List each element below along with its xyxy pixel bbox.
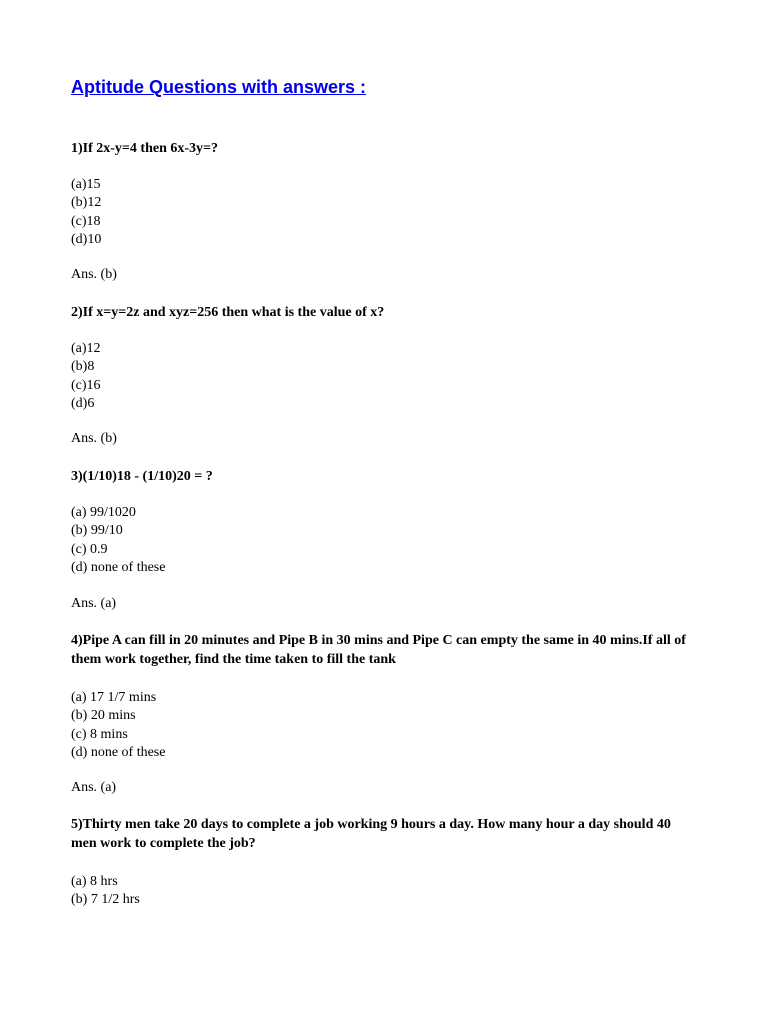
question-text: 5)Thirty men take 20 days to complete a job working 9 hours a day. How many hour a day should 40 men work to complete the job? xyxy=(71,817,671,851)
question-text: 3)(1/10)18 - (1/10)20 = ? xyxy=(71,469,213,484)
option: (d) none of these xyxy=(71,744,166,760)
option: (b) 99/10 xyxy=(71,523,123,539)
question-4 xyxy=(71,631,691,669)
option: (b)8 xyxy=(71,359,95,375)
option: (c)18 xyxy=(71,213,101,229)
option: (d)10 xyxy=(71,231,102,247)
answer: Ans. (a) xyxy=(71,596,117,611)
option: (b)12 xyxy=(71,195,102,211)
option: (c) 8 mins xyxy=(71,726,128,742)
option: (b) 20 mins xyxy=(71,708,136,724)
option: (b) 7 1/2 hrs xyxy=(71,892,140,908)
question-3 xyxy=(71,467,691,486)
question-text: 2)If x=y=2z and xyz=256 then what is the value of x? xyxy=(71,305,385,320)
option: (a) 8 hrs xyxy=(71,874,118,889)
option: (c)16 xyxy=(71,377,101,393)
options-list xyxy=(71,504,691,577)
question-text: 4)Pipe A can fill in 20 minutes and Pipe B in 30 mins and Pipe C can empty the same in 40 mins.If all of them work together, find the time taken to fill the tank xyxy=(71,633,686,667)
answer: Ans. (b) xyxy=(71,431,117,446)
option: (d)6 xyxy=(71,395,95,411)
question-5 xyxy=(71,815,691,853)
option: (a) 17 1/7 mins xyxy=(71,690,157,705)
answer: Ans. (a) xyxy=(71,780,117,795)
question-2 xyxy=(71,303,691,322)
option: (c) 0.9 xyxy=(71,541,108,557)
answer: Ans. (b) xyxy=(71,267,117,282)
options-list xyxy=(71,689,691,762)
question-1 xyxy=(71,139,691,158)
option: (d) none of these xyxy=(71,559,166,575)
option: (a)12 xyxy=(71,341,101,356)
options-list xyxy=(71,176,691,249)
option: (a)15 xyxy=(71,177,101,192)
option: (a) 99/1020 xyxy=(71,505,136,520)
question-text: 1)If 2x-y=4 then 6x-3y=? xyxy=(71,141,218,156)
options-list xyxy=(71,340,691,413)
page-title: Aptitude Questions with answers : xyxy=(71,77,367,97)
options-list xyxy=(71,873,691,910)
